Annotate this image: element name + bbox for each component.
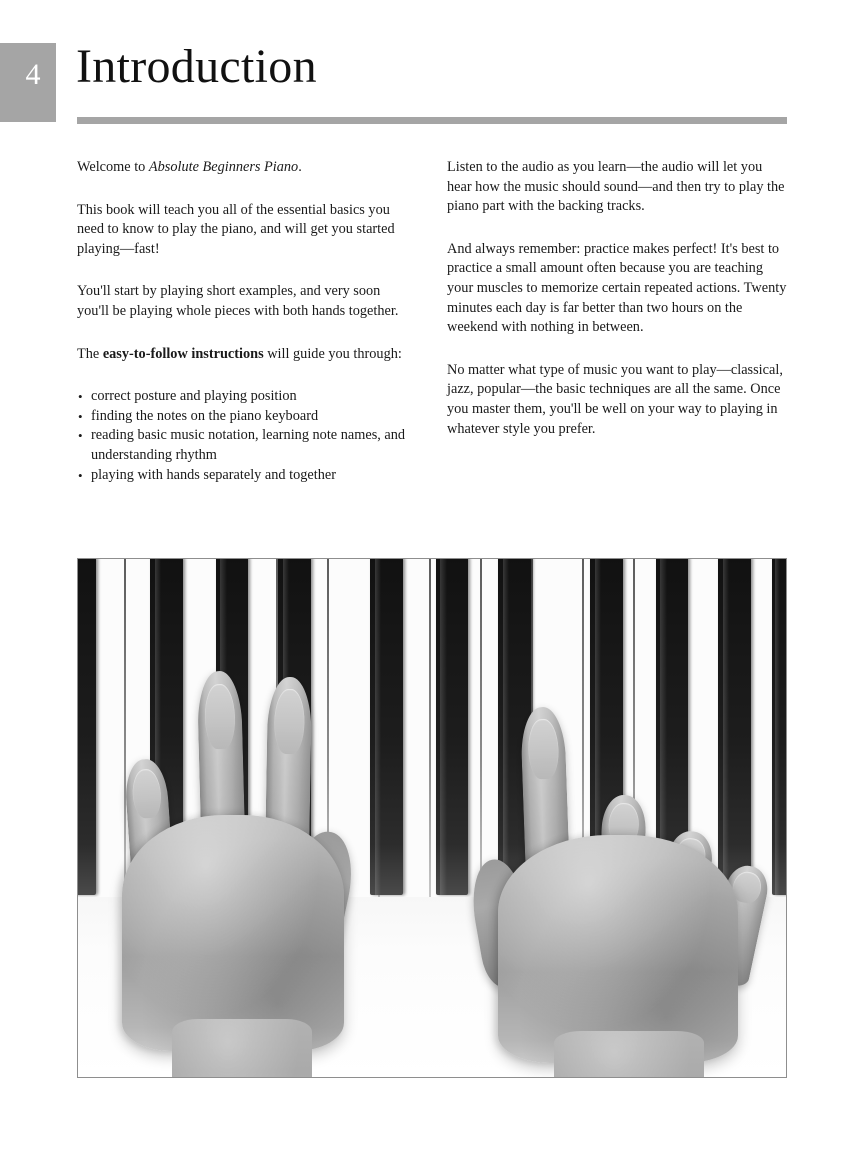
- right-paragraph-3: No matter what type of music you want to play—classical, jazz, popular—the basic techniques are all the same. Once you master them, you'll be well on your way to playing in whatever style you prefer.: [447, 361, 783, 437]
- welcome-paragraph: [77, 158, 407, 178]
- photo-inner: [78, 559, 786, 1077]
- right-hand-palm: [498, 835, 738, 1063]
- list-item: • correct posture and playing position: [77, 387, 407, 407]
- left-hand-wrist: [172, 1019, 312, 1077]
- book-title-italic: Absolute Beginners Piano: [148, 159, 299, 175]
- left-column: [77, 158, 407, 485]
- piano-black-key: [436, 559, 468, 895]
- fingernail: [274, 689, 305, 754]
- right-hand: [468, 619, 786, 1077]
- piano-black-key: [78, 559, 96, 895]
- list-item: • finding the notes on the piano keyboard: [77, 407, 407, 427]
- list-item: • playing with hands separately and together: [77, 466, 407, 486]
- left-hand: [108, 619, 438, 1077]
- welcome-before: Welcome to: [77, 159, 149, 175]
- fingernail: [527, 718, 559, 779]
- right-paragraph-1: Listen to the audio as you learn—the audio will let you hear how the music should sound—and then try to play the piano part with the backing tracks.: [447, 159, 785, 215]
- feature-bullet-list: [77, 387, 407, 485]
- page-number: 4: [25, 57, 41, 91]
- body-columns: [77, 158, 787, 485]
- right-hand-wrist: [554, 1031, 704, 1077]
- left-paragraph-3: [77, 345, 407, 365]
- right-column: [447, 158, 787, 485]
- piano-hands-photo: [77, 558, 787, 1078]
- left-paragraph-2: You'll start by playing short examples, and very soon you'll be playing whole pieces with both hands together.: [77, 283, 399, 319]
- welcome-after: .: [298, 159, 302, 175]
- header-divider-rule: [77, 117, 787, 124]
- fingernail: [204, 683, 236, 749]
- left-hand-palm: [122, 815, 344, 1051]
- list-item: • reading basic music notation, learning note names, and understanding rhythm: [77, 426, 407, 465]
- fingernail: [131, 768, 163, 819]
- page-number-box: [0, 43, 56, 122]
- left-paragraph-1: This book will teach you all of the essential basics you need to know to play the piano, and will get you started playing—fast!: [77, 201, 395, 257]
- page-title: Introduction: [76, 40, 317, 93]
- instructions-after: will guide you through:: [263, 345, 402, 362]
- right-paragraph-2: And always remember: practice makes perfect! It's best to practice a small amount often because you are teaching your muscles to memorize certain repeated actions. Twenty minutes each day is far better than two hours on the weekend with nothing in between.: [447, 240, 787, 336]
- instructions-bold: easy-to-follow instructions: [102, 345, 264, 362]
- instructions-before: The: [77, 345, 103, 362]
